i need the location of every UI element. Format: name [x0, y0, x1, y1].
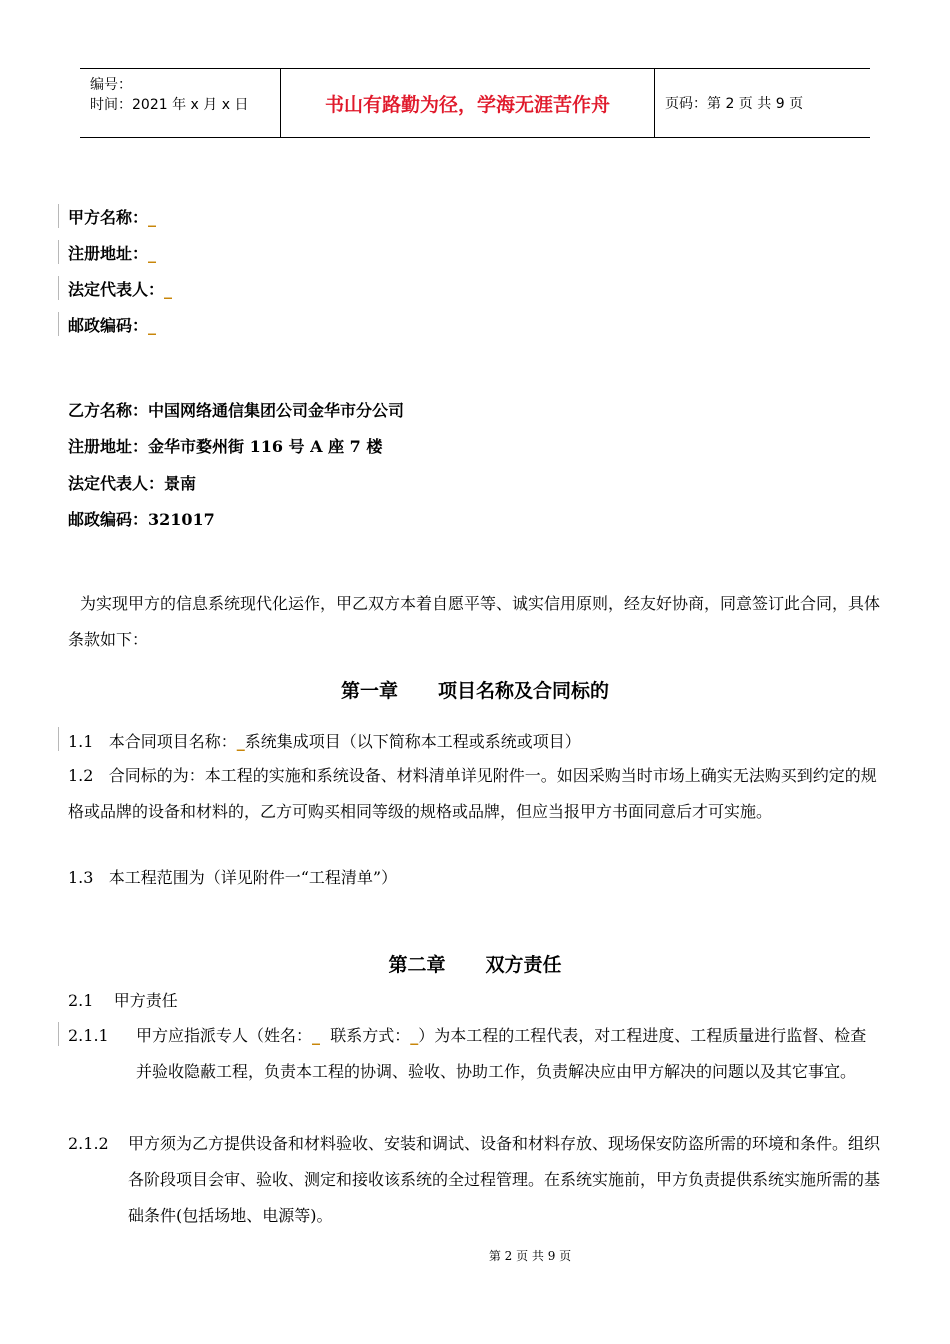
chapter-1-title: 项目名称及合同标的 — [438, 680, 610, 702]
header-time-label: 时间：2021 年 x 月 x 日 — [90, 97, 249, 113]
clause-1-2 — [68, 758, 882, 830]
party-a-address-label: 注册地址： — [68, 244, 149, 263]
party-b-rep: 法定代表人：景南 — [68, 474, 197, 493]
clause-2-1: 2.1 甲方责任 — [68, 991, 178, 1010]
margin-mark — [58, 204, 59, 228]
chapter-1-heading — [0, 676, 950, 703]
party-a-name — [68, 205, 156, 228]
blank-field: _ — [236, 732, 245, 751]
chapter-1-number: 第一章 — [340, 680, 398, 702]
clause-2-1-1 — [68, 1018, 882, 1090]
blank-field: _ — [164, 280, 173, 299]
blank-field: _ — [148, 208, 157, 227]
header-meta — [80, 69, 280, 137]
clause-text-wrap — [136, 1018, 882, 1090]
page-header — [80, 68, 870, 138]
clause-2-1-2 — [68, 1126, 882, 1234]
clause-text: ）为本工程的工程代表，对工程进度、工程质量进行监督、检查并验收隐蔽工程，负责本工程的协调、验收、协助工作，负责解决应由甲方解决的问题以及其它事宜。 — [136, 1026, 867, 1081]
clause-text: 联系方式： — [330, 1026, 411, 1045]
margin-mark — [58, 312, 59, 336]
clause-text: 本合同项目名称： — [108, 732, 237, 751]
party-b-name: 乙方名称：中国网络通信集团公司金华市分公司 — [68, 401, 405, 420]
blank-field: _ — [410, 1026, 419, 1045]
margin-mark — [58, 276, 59, 300]
clause-text: 系统集成项目（以下简称本工程或系统或项目） — [244, 732, 581, 751]
blank-field: _ — [148, 316, 157, 335]
clause-number: 1.2 — [68, 766, 94, 785]
blank-field: _ — [148, 244, 157, 263]
clause-1-3 — [68, 865, 397, 888]
footer-page-number: 第 2 页 共 9 页 — [488, 1249, 572, 1263]
margin-mark — [58, 1022, 59, 1046]
clause-text: 甲方应指派专人（姓名： — [136, 1026, 313, 1045]
header-page-info: 页码：第 2 页 共 9 页 — [665, 96, 804, 112]
party-a-rep — [68, 277, 172, 300]
chapter-2-number: 第二章 — [388, 954, 446, 976]
clause-text: 合同标的为：本工程的实施和系统设备、材料清单详见附件一。如因采购当时市场上确实无法购买到约定的规格或品牌的设备和材料的，乙方可购买相同等级的规格或品牌，但应当报甲方书面同意后才可实施。 — [68, 766, 877, 821]
page-footer — [0, 1247, 950, 1264]
header-number-label: 编号： — [90, 77, 132, 93]
clause-number: 2.1.2 — [68, 1134, 109, 1153]
party-a-rep-label: 法定代表人： — [68, 280, 165, 299]
clause-number: 1.1 — [68, 732, 94, 751]
chapter-2-title: 双方责任 — [485, 954, 562, 976]
party-a-postcode-label: 邮政编码： — [68, 316, 149, 335]
party-a-address — [68, 241, 156, 264]
margin-mark — [58, 240, 59, 264]
clause-text: 本工程范围为（详见附件一“工程清单”） — [108, 868, 398, 887]
blank-field: _ — [312, 1026, 321, 1045]
party-b-postcode: 邮政编码：321017 — [68, 510, 215, 529]
clause-1-1 — [68, 729, 581, 752]
clause-number: 1.3 — [68, 868, 94, 887]
clause-text: 甲方须为乙方提供设备和材料验收、安装和调试、设备和材料存放、现场保安防盗所需的环境和条件。组织各阶段项目会审、验收、测定和接收该系统的全过程管理。在系统实施前，甲方负责提供系统实施所需的基础条件(包括场地、电源等)。 — [128, 1134, 881, 1225]
party-a-name-label: 甲方名称： — [68, 208, 149, 227]
intro-paragraph: 为实现甲方的信息系统现代化运作，甲乙双方本着自愿平等、诚实信用原则，经友好协商，同意签订此合同，具体条款如下： — [68, 594, 881, 649]
party-a-postcode — [68, 313, 156, 336]
chapter-2-heading — [0, 950, 950, 977]
party-b-address: 注册地址：金华市婺州街 116 号 A 座 7 楼 — [68, 437, 383, 456]
header-motto: 书山有路勤为径，学海无涯苦作舟 — [280, 69, 655, 137]
margin-mark — [58, 727, 59, 751]
clause-number: 2.1.1 — [68, 1026, 109, 1045]
